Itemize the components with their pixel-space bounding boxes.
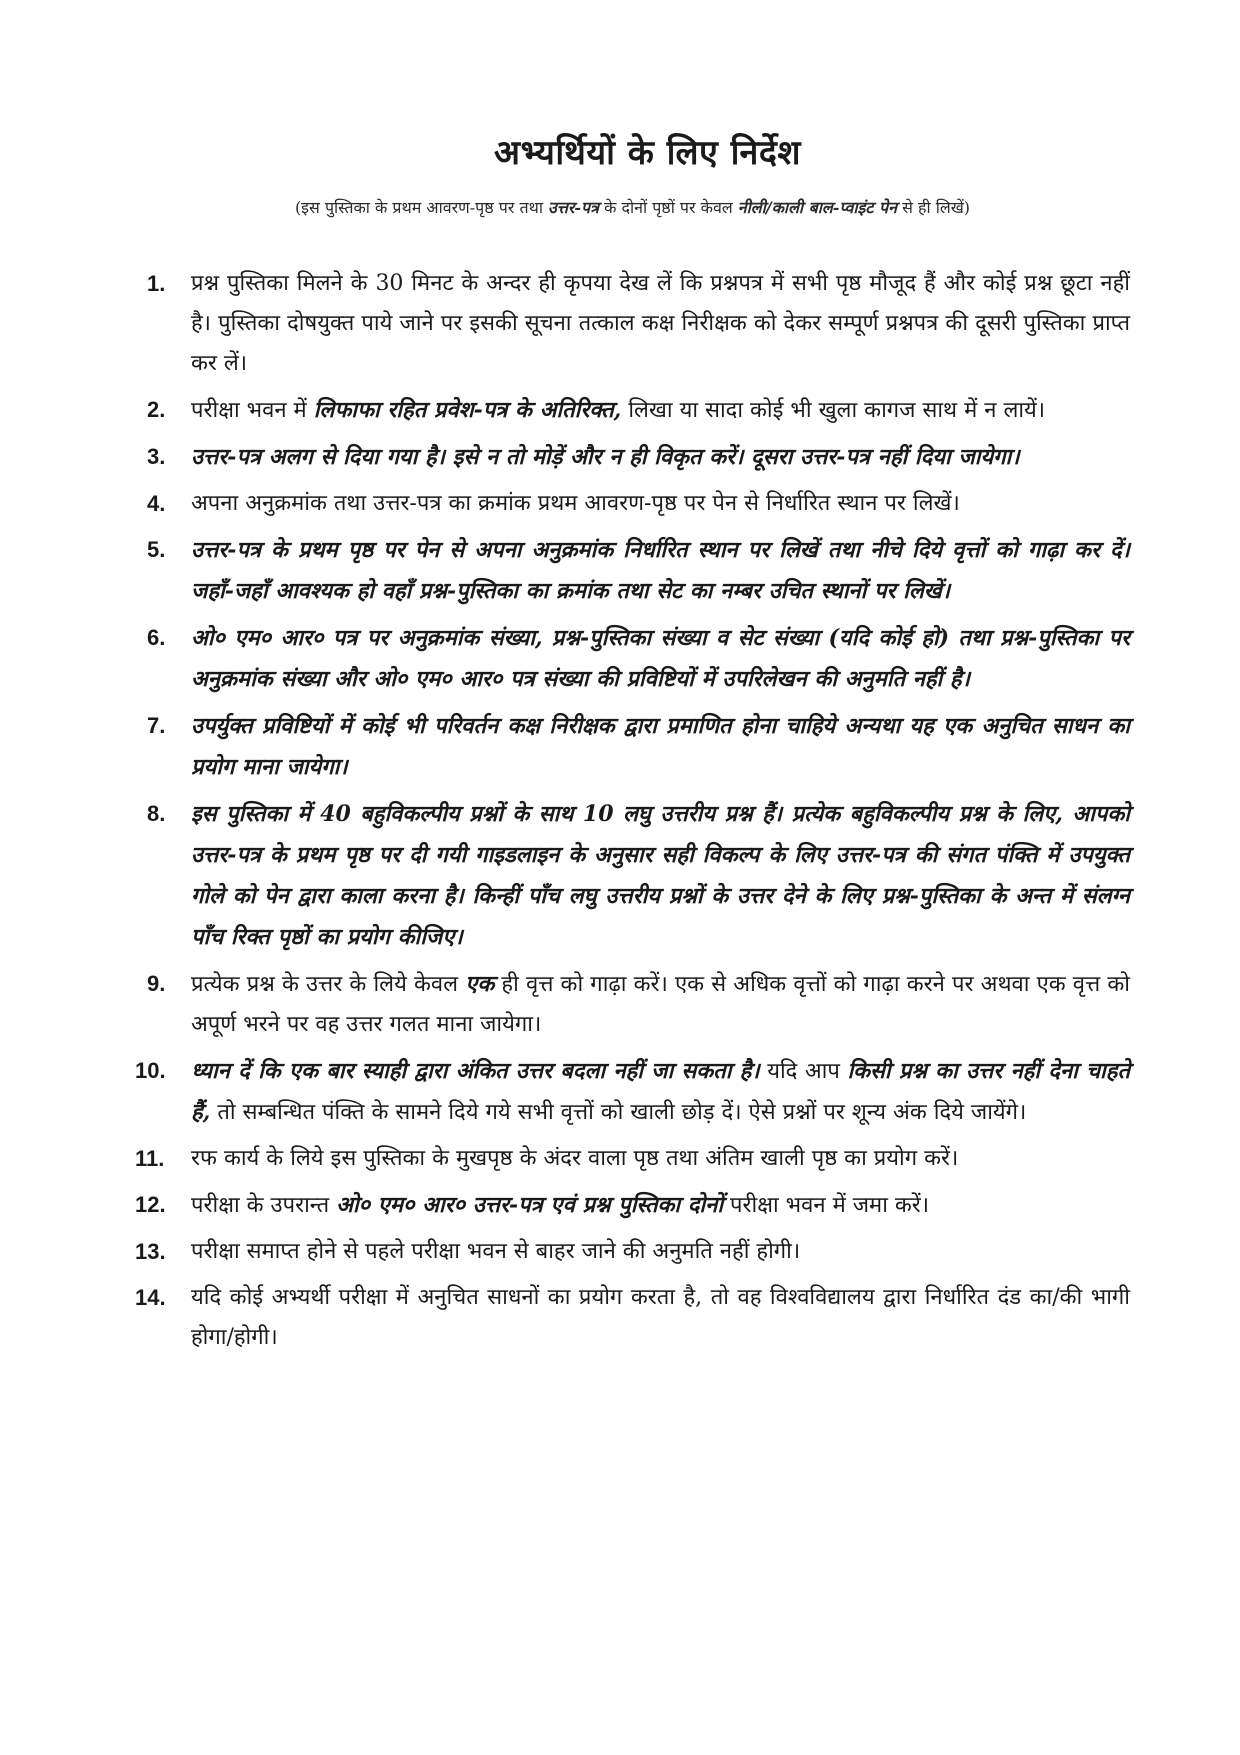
- instruction-number: 9.: [147, 971, 166, 996]
- instruction-number: 5.: [147, 537, 166, 562]
- instruction-item-3: [147, 437, 1130, 478]
- instruction-text: ओ० एम० आर० पत्र पर अनुक्रमांक संख्या, प्रश्न-पुस्तिका संख्या व सेट संख्या (यदि कोई हो) तथा प्रश्न-पुस्तिका पर अनुक्रमांक संख्या और ओ० एम० आर० पत्र संख्या की प्रविष्टियों में उपरिलेखन की अनुमति नहीं है।: [191, 625, 1130, 692]
- instruction-item-14: [135, 1278, 1130, 1358]
- instruction-number: 8.: [147, 801, 166, 826]
- instruction-text: प्रश्न पुस्तिका मिलने के 30 मिनट के अन्दर ही कृपया देख लें कि प्रश्नपत्र में सभी पृष्ठ मौजूद हैं और कोई प्रश्न छूटा नहीं है। पुस्तिका दोषयुक्त पाये जाने पर इसकी सूचना तत्काल कक्ष निरीक्षक को देकर सम्पूर्ण प्रश्नपत्र की दूसरी पुस्तिका प्राप्त कर लें।: [191, 271, 1130, 376]
- instruction-item-8: [147, 794, 1130, 958]
- instruction-number: 1.: [147, 271, 166, 296]
- instruction-text: परीक्षा भवन में लिफाफा रहित प्रवेश-पत्र के अतिरिक्त, लिखा या सादा कोई भी खुला कागज साथ में न लायें।: [191, 397, 1046, 423]
- instruction-text: परीक्षा समाप्त होने से पहले परीक्षा भवन से बाहर जाने की अनुमति नहीं होगी।: [191, 1239, 801, 1264]
- instruction-number: 10.: [135, 1058, 166, 1083]
- instruction-number: 4.: [147, 491, 166, 516]
- instruction-item-12: [135, 1185, 1130, 1226]
- page-title: अभ्यर्थियों के लिए निर्देश: [493, 133, 802, 173]
- instruction-item-1: [147, 264, 1130, 384]
- instruction-item-6: [147, 618, 1130, 700]
- instruction-number: 3.: [147, 444, 166, 469]
- instruction-list: [135, 264, 1130, 1358]
- instruction-number: 14.: [135, 1285, 166, 1310]
- instruction-text: ध्यान दें कि एक बार स्याही द्वारा अंकित उत्तर बदला नहीं जा सकता है। यदि आप किसी प्रश्न का उत्तर नहीं देना चाहते हैं, तो सम्बन्धित पंक्ति के सामने दिये गये सभी वृत्तों को खाली छोड़ दें। ऐसे प्रश्नों पर शून्य अंक दिये जायेंगे।: [191, 1058, 1130, 1125]
- instruction-number: 2.: [147, 397, 166, 422]
- instruction-item-9: [147, 964, 1130, 1045]
- page-subtitle: (इस पुस्तिका के प्रथम आवरण-पृष्ठ पर तथा उत्तर-पत्र के दोनों पृष्ठों पर केवल नीली/काली बाल-प्वाइंट पेन से ही लिखें): [294, 198, 971, 217]
- instruction-number: 13.: [135, 1239, 166, 1264]
- instruction-text: इस पुस्तिका में 40 बहुविकल्पीय प्रश्नों के साथ 10 लघु उत्तरीय प्रश्न हैं। प्रत्येक बहुविकल्पीय प्रश्न के लिए, आपको उत्तर-पत्र के प्रथम पृष्ठ पर दी गयी गाइडलाइन के अनुसार सही विकल्प के लिए उत्तर-पत्र की संगत पंक्ति में उपयुक्त गोले को पेन द्वारा काला करना है। किन्हीं पाँच लघु उत्तरीय प्रश्नों के उत्तर देने के लिए प्रश्न-पुस्तिका के अन्त में संलग्न पाँच रिक्त पृष्ठों का प्रयोग कीजिए।: [191, 801, 1130, 950]
- instruction-text: उत्तर-पत्र के प्रथम पृष्ठ पर पेन से अपना अनुक्रमांक निर्धारित स्थान पर लिखें तथा नीचे दिये वृत्तों को गाढ़ा कर दें। जहाँ-जहाँ आवश्यक हो वहाँ प्रश्न-पुस्तिका का क्रमांक तथा सेट का नम्बर उचित स्थानों पर लिखें।: [191, 537, 1130, 604]
- instruction-text: प्रत्येक प्रश्न के उत्तर के लिये केवल एक ही वृत्त को गाढ़ा करें। एक से अधिक वृत्तों को गाढ़ा करने पर अथवा एक वृत्त को अपूर्ण भरने पर वह उत्तर गलत माना जायेगा।: [191, 971, 1130, 1037]
- instruction-item-10: [135, 1051, 1130, 1133]
- instruction-text: रफ कार्य के लिये इस पुस्तिका के मुखपृष्ठ के अंदर वाला पृष्ठ तथा अंतिम खाली पृष्ठ का प्रयोग करें।: [191, 1146, 959, 1171]
- instruction-item-11: [135, 1139, 1130, 1179]
- instruction-text: यदि कोई अभ्यर्थी परीक्षा में अनुचित साधनों का प्रयोग करता है, तो वह विश्वविद्यालय द्वारा निर्धारित दंड का/की भागी होगा/होगी।: [191, 1285, 1130, 1350]
- instruction-text: परीक्षा के उपरान्त ओ० एम० आर० उत्तर-पत्र एवं प्रश्न पुस्तिका दोनों परीक्षा भवन में जमा करें।: [191, 1192, 930, 1218]
- instruction-number: 6.: [147, 625, 166, 650]
- instruction-item-13: [135, 1232, 1130, 1272]
- instruction-item-2: [147, 390, 1130, 431]
- instruction-item-4: [147, 484, 1130, 524]
- instruction-item-5: [147, 530, 1130, 612]
- instruction-number: 7.: [147, 713, 166, 738]
- instruction-number: 11.: [135, 1146, 165, 1171]
- instruction-number: 12.: [135, 1192, 166, 1217]
- instruction-text: उपर्युक्त प्रविष्टियों में कोई भी परिवर्तन कक्ष निरीक्षक द्वारा प्रमाणित होना चाहिये अन्यथा यह एक अनुचित साधन का प्रयोग माना जायेगा।: [191, 713, 1130, 780]
- instruction-text: उत्तर-पत्र अलग से दिया गया है। इसे न तो मोड़ें और न ही विकृत करें। दूसरा उत्तर-पत्र नहीं दिया जायेगा।: [191, 444, 1020, 470]
- instruction-item-7: [147, 706, 1130, 788]
- instruction-text: अपना अनुक्रमांक तथा उत्तर-पत्र का क्रमांक प्रथम आवरण-पृष्ठ पर पेन से निर्धारित स्थान पर लिखें।: [191, 491, 960, 516]
